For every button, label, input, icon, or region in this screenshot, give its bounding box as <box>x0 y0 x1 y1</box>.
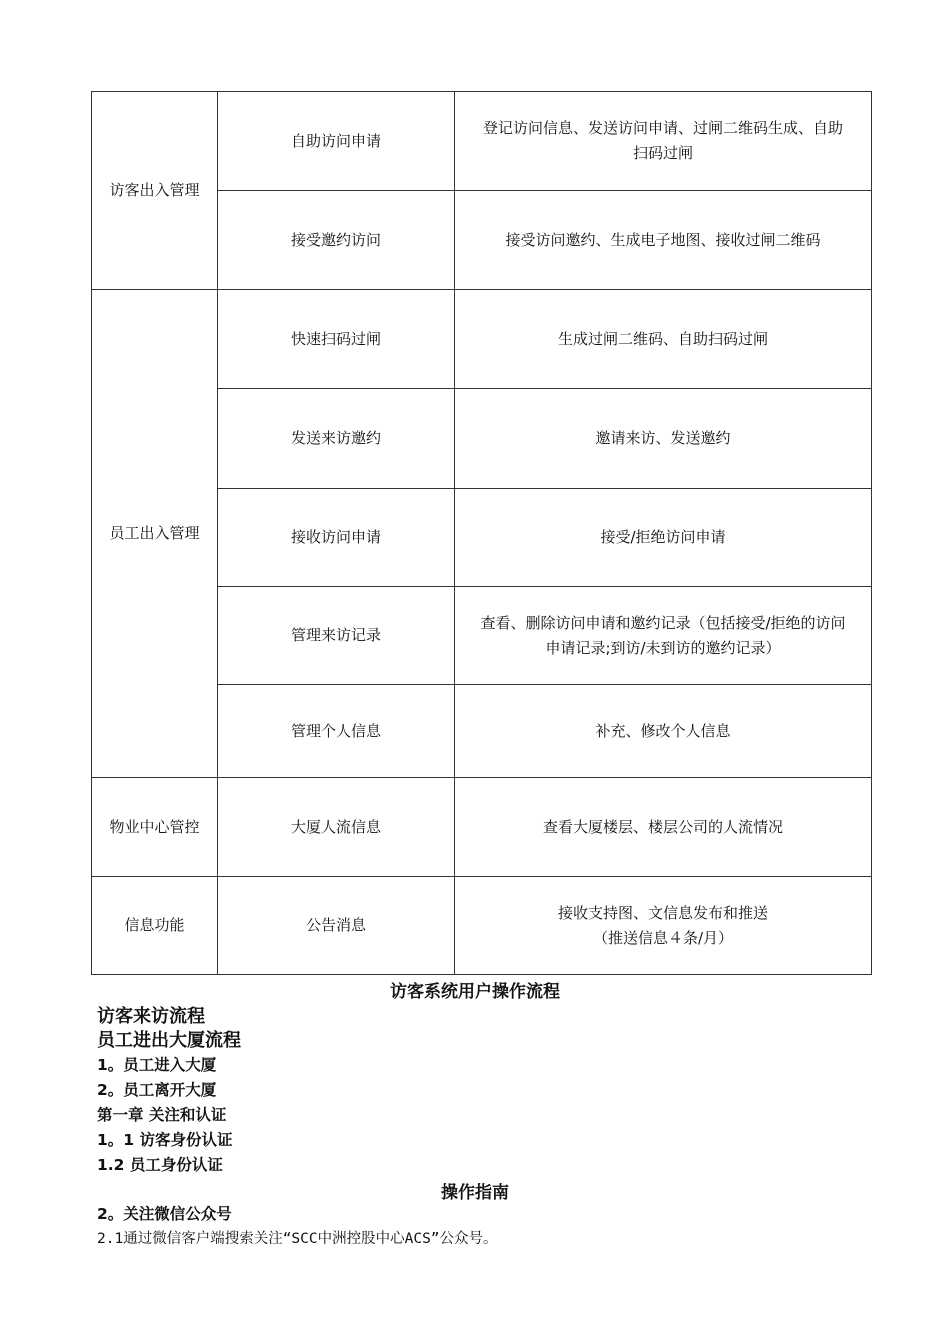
description-cell <box>455 92 872 191</box>
heading-section-1-2: 1.2 员工身份认证 <box>97 1156 223 1174</box>
heading-chapter-1: 第一章 关注和认证 <box>97 1106 227 1124</box>
description-line: （推送信息４条/月） <box>592 928 734 947</box>
module-cell: 物业中心管控 <box>92 778 218 877</box>
feature-cell: 快速扫码过闸 <box>218 290 455 389</box>
description-cell <box>455 685 872 778</box>
feature-cell: 公告消息 <box>218 877 455 975</box>
module-cell: 信息功能 <box>92 877 218 975</box>
description-cell <box>455 778 872 877</box>
heading-visitor-flow: 访客来访流程 <box>97 1006 205 1027</box>
description-cell <box>455 290 872 389</box>
feature-cell: 大厦人流信息 <box>218 778 455 877</box>
feature-cell: 接受邀约访问 <box>218 191 455 290</box>
table-row <box>92 778 872 877</box>
paragraph-2-1: 2.1通过微信客户端搜索关注“SCC中洲控股中心ACS”公众号。 <box>97 1231 498 1247</box>
guide-title: 操作指南 <box>441 1183 509 1203</box>
description-line: 接受/拒绝访问申请 <box>600 528 726 546</box>
description-cell <box>455 191 872 290</box>
module-cell: 访客出入管理 <box>92 92 218 290</box>
description-cell <box>455 587 872 685</box>
description-line: 补充、修改个人信息 <box>595 721 731 740</box>
description-cell <box>455 389 872 489</box>
feature-cell: 管理来访记录 <box>218 587 455 685</box>
heading-staff-leave: 2。员工离开大厦 <box>97 1081 217 1099</box>
description-line: 扫码过闸 <box>632 144 693 162</box>
heading-section-2: 2。关注微信公众号 <box>97 1205 232 1223</box>
heading-section-1-1: 1。1 访客身份认证 <box>97 1131 233 1149</box>
module-cell: 员工出入管理 <box>92 290 218 778</box>
table-row <box>92 290 872 389</box>
description-line: 接收支持图、文信息发布和推送 <box>557 903 768 922</box>
description-line: 接受访问邀约、生成电子地图、接收过闸二维码 <box>505 230 821 249</box>
feature-cell: 发送来访邀约 <box>218 389 455 489</box>
description-cell <box>455 489 872 587</box>
feature-cell: 自助访问申请 <box>218 92 455 191</box>
description-line: 查看大厦楼层、楼层公司的人流情况 <box>542 817 783 836</box>
description-line: 生成过闸二维码、自助扫码过闸 <box>557 329 768 348</box>
function-table <box>91 91 872 975</box>
table-row <box>92 92 872 191</box>
feature-cell: 接收访问申请 <box>218 489 455 587</box>
feature-cell: 管理个人信息 <box>218 685 455 778</box>
table-row <box>92 877 872 975</box>
heading-staff-enter: 1。员工进入大厦 <box>97 1056 217 1074</box>
heading-staff-flow: 员工进出大厦流程 <box>97 1030 241 1051</box>
description-line: 申请记录;到访/未到访的邀约记录） <box>545 638 781 657</box>
document-title: 访客系统用户操作流程 <box>390 982 560 1002</box>
description-line: 登记访问信息、发送访问申请、过闸二维码生成、自助 <box>482 119 843 137</box>
description-line: 查看、删除访问申请和邀约记录（包括接受/拒绝的访问 <box>480 613 846 632</box>
description-cell <box>455 877 872 975</box>
description-line: 邀请来访、发送邀约 <box>595 429 731 447</box>
